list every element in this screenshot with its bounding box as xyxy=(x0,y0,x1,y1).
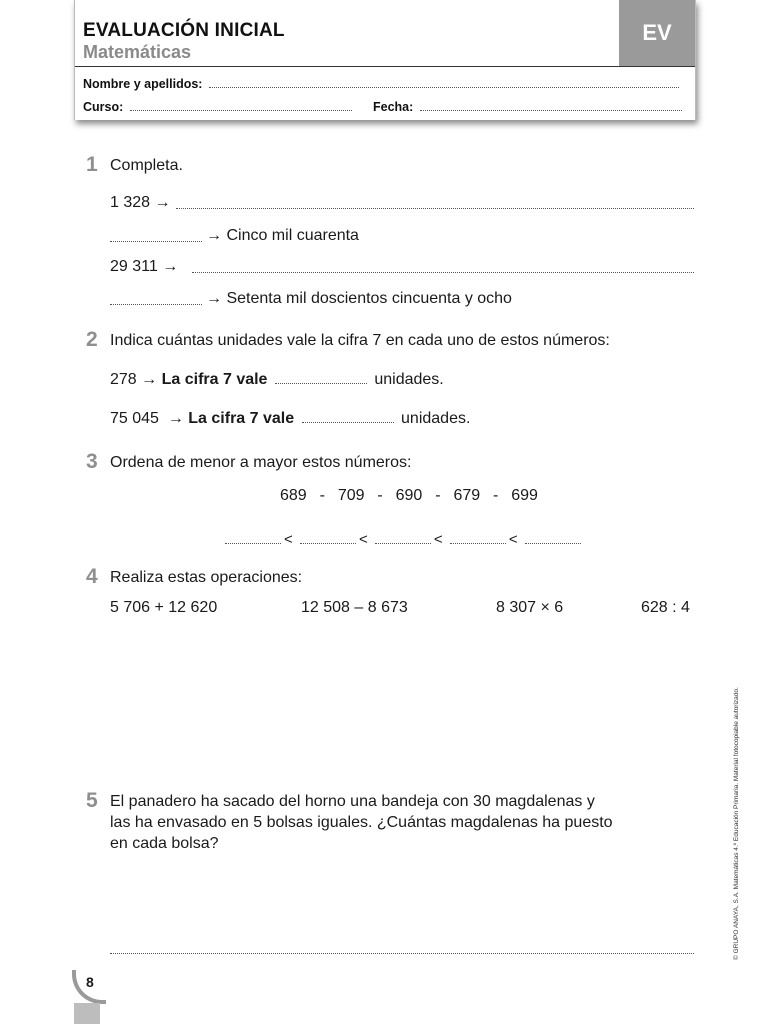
exercise-1-prompt: Completa. xyxy=(110,157,183,174)
ex1-line3-number: 29 311 xyxy=(110,258,158,275)
ex1-line2 xyxy=(206,227,359,245)
ex2-row2-number: 75 045 xyxy=(110,410,159,427)
page-title: EVALUACIÓN INICIAL xyxy=(83,20,285,41)
ex2-row1-phrase: La cifra 7 vale xyxy=(161,371,268,388)
ex2-row2 xyxy=(110,410,470,428)
ex2-row2-answer[interactable] xyxy=(302,422,394,423)
ex1-line2-answer[interactable] xyxy=(110,241,202,242)
ex3-value: 690 xyxy=(395,487,423,504)
ex3-value: 689 xyxy=(280,487,307,504)
ex4-operation-1: 5 706 + 12 620 xyxy=(110,599,218,616)
arrow-icon: → xyxy=(206,290,222,307)
ex3-answer-slot[interactable] xyxy=(375,543,431,544)
exercise-1-number: 1 xyxy=(86,153,98,176)
ex3-separator: - xyxy=(435,487,441,504)
fecha-field[interactable] xyxy=(373,100,689,114)
arrow-icon: → xyxy=(167,410,184,427)
ex3-value: 709 xyxy=(337,487,365,504)
ex1-line3-answer[interactable] xyxy=(192,272,694,273)
exercise-4-prompt: Realiza estas operaciones: xyxy=(110,569,303,586)
ex3-answer-slot[interactable] xyxy=(225,543,281,544)
name-field[interactable] xyxy=(83,77,689,91)
copyright-note: © GRUPO ANAYA, S.A. Matemáticas 4.º Educación Primaria. Material fotocopiable autorizado. xyxy=(733,687,740,960)
ex3-order-answer xyxy=(222,531,584,548)
ev-badge: EV xyxy=(619,0,695,66)
ex1-line2-text: Cinco mil cuarenta xyxy=(226,227,359,244)
ex1-line3 xyxy=(110,258,178,276)
curso-field[interactable] xyxy=(83,100,373,114)
ex3-separator: - xyxy=(377,487,383,504)
ex3-answer-slot[interactable] xyxy=(525,543,581,544)
exercise-2-number: 2 xyxy=(86,328,98,351)
fecha-label: Fecha: xyxy=(373,100,414,114)
name-dotted-line[interactable] xyxy=(209,87,679,88)
ex2-row1-answer[interactable] xyxy=(275,383,367,384)
arrow-icon: → xyxy=(162,258,179,275)
arrow-icon: → xyxy=(154,194,171,211)
ex3-separator: - xyxy=(319,487,325,504)
exercise-3-prompt: Ordena de menor a mayor estos números: xyxy=(110,454,412,471)
ex1-line1-answer[interactable] xyxy=(176,208,694,209)
arrow-icon: → xyxy=(141,371,158,388)
ex1-line1-number: 1 328 xyxy=(110,194,151,211)
header-card xyxy=(74,0,696,120)
ex3-answer-slot[interactable] xyxy=(300,543,356,544)
ex1-line4 xyxy=(206,290,512,308)
ex2-row1 xyxy=(110,371,444,389)
header-divider xyxy=(75,66,695,67)
less-than: < xyxy=(433,531,443,548)
name-label: Nombre y apellidos: xyxy=(83,77,203,91)
ex3-value: 699 xyxy=(511,487,538,504)
ex4-operation-3: 8 307 × 6 xyxy=(496,599,564,616)
fecha-dotted-line[interactable] xyxy=(420,110,682,111)
ex3-value: 679 xyxy=(453,487,481,504)
exercise-3-number: 3 xyxy=(86,450,98,473)
exercise-5-number: 5 xyxy=(86,789,98,812)
exercise-5-line-3: en cada bolsa? xyxy=(110,835,219,852)
ex3-number-list xyxy=(280,487,538,505)
page-number: 8 xyxy=(86,974,94,990)
exercise-5-line-2: las ha envasado en 5 bolsas iguales. ¿Cuántas magdalenas ha puesto xyxy=(110,814,613,831)
curso-label: Curso: xyxy=(83,100,124,114)
ex1-line4-answer[interactable] xyxy=(110,304,202,305)
exercise-4-number: 4 xyxy=(86,565,98,588)
arrow-icon: → xyxy=(206,227,222,244)
exercise-5-line-1: El panadero ha sacado del horno una bandeja con 30 magdalenas y xyxy=(110,793,595,810)
page-subtitle: Matemáticas xyxy=(83,42,192,62)
less-than: < xyxy=(508,531,518,548)
exercise-2-prompt: Indica cuántas unidades vale la cifra 7 en cada uno de estos números: xyxy=(110,332,610,349)
ex4-operation-2: 12 508 – 8 673 xyxy=(301,599,408,616)
ex2-row1-number: 278 xyxy=(110,371,137,388)
less-than: < xyxy=(358,531,368,548)
ex3-answer-slot[interactable] xyxy=(450,543,506,544)
ex2-row2-phrase: La cifra 7 vale xyxy=(188,410,295,427)
less-than: < xyxy=(284,531,293,548)
ex1-line1 xyxy=(110,194,171,212)
ex4-operation-4: 628 : 4 xyxy=(641,599,690,616)
ex2-row2-units: unidades. xyxy=(401,410,471,427)
ex2-row1-units: unidades. xyxy=(374,371,444,388)
curso-dotted-line[interactable] xyxy=(130,110,352,111)
page-corner-tab xyxy=(74,1003,100,1024)
ex3-separator: - xyxy=(493,487,499,504)
ex1-line4-text: Setenta mil doscientos cincuenta y ocho xyxy=(226,290,512,307)
ex5-answer-line[interactable] xyxy=(110,953,694,954)
